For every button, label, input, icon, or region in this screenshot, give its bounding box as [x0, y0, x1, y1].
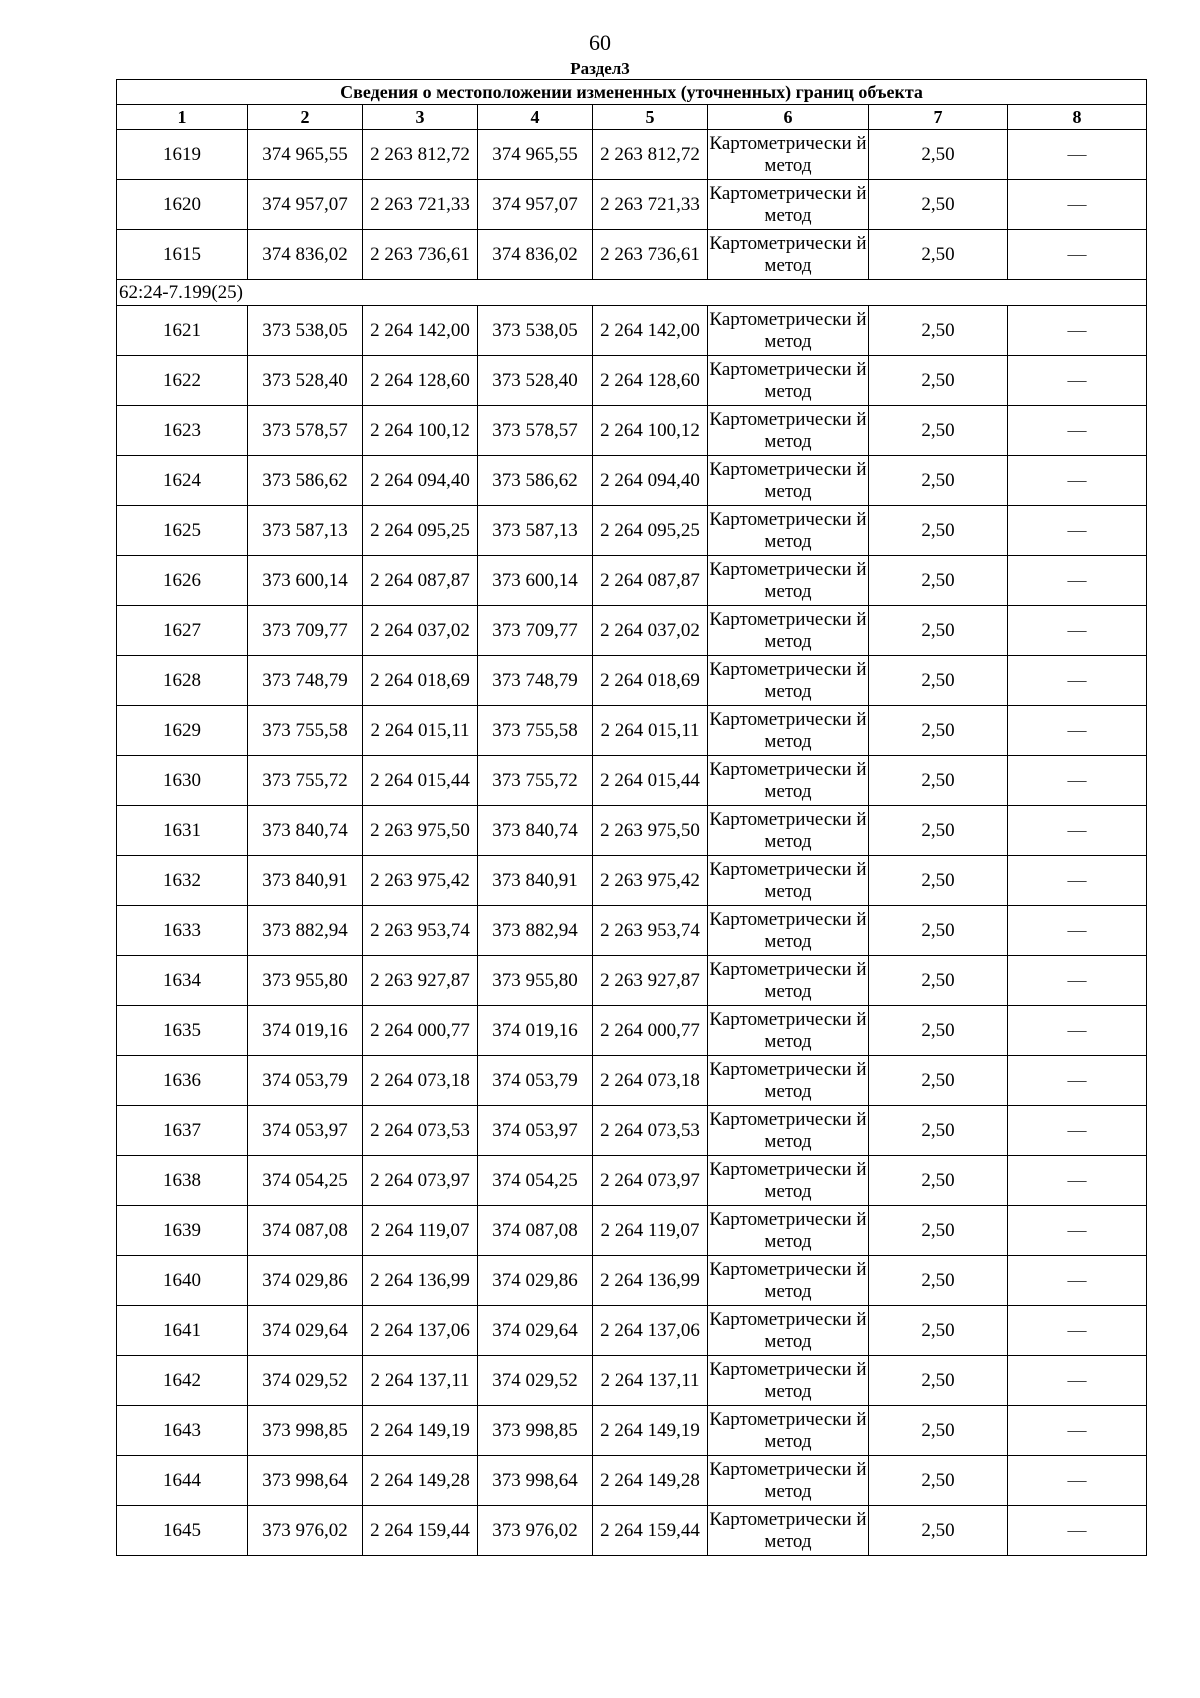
table-cell: — — [1008, 556, 1147, 606]
table-cell: 2 264 128,60 — [593, 356, 708, 406]
table-cell: Картометрически й метод — [708, 956, 869, 1006]
table-cell: 2 264 015,44 — [363, 756, 478, 806]
table-cell: 373 955,80 — [478, 956, 593, 1006]
table-cell: — — [1008, 1156, 1147, 1206]
boundary-table — [116, 79, 1147, 1556]
table-cell: 2 263 975,50 — [363, 806, 478, 856]
table-cell: 2 264 095,25 — [363, 506, 478, 556]
table-cell: Картометрически й метод — [708, 230, 869, 280]
table-cell: 373 586,62 — [478, 456, 593, 506]
table-cell: 2 264 094,40 — [363, 456, 478, 506]
table-row — [117, 1506, 1147, 1556]
table-cell: 373 998,64 — [248, 1456, 363, 1506]
table-cell: — — [1008, 806, 1147, 856]
table-row — [117, 1006, 1147, 1056]
table-cell: Картометрически й метод — [708, 1356, 869, 1406]
table-cell: 2 263 721,33 — [593, 180, 708, 230]
table-cell: — — [1008, 1006, 1147, 1056]
table-cell: Картометрически й метод — [708, 1406, 869, 1456]
table-cell: 373 840,74 — [478, 806, 593, 856]
table-cell: 1639 — [117, 1206, 248, 1256]
table-row — [117, 806, 1147, 856]
table-cell: — — [1008, 1306, 1147, 1356]
column-number-header: 7 — [869, 105, 1008, 130]
table-cell: 2 264 015,44 — [593, 756, 708, 806]
table-cell: 2,50 — [869, 906, 1008, 956]
table-cell: 2,50 — [869, 1406, 1008, 1456]
table-cell: 1645 — [117, 1506, 248, 1556]
table-cell: 374 054,25 — [248, 1156, 363, 1206]
table-cell: 2 264 015,11 — [363, 706, 478, 756]
page-number: 60 — [589, 30, 611, 55]
table-cell: — — [1008, 506, 1147, 556]
table-cell: 374 054,25 — [478, 1156, 593, 1206]
table-cell: 1625 — [117, 506, 248, 556]
table-cell: 374 965,55 — [248, 130, 363, 180]
table-cell: — — [1008, 856, 1147, 906]
table-cell: 373 748,79 — [478, 656, 593, 706]
table-row — [117, 180, 1147, 230]
table-cell: 1620 — [117, 180, 248, 230]
table-cell: 374 053,97 — [478, 1106, 593, 1156]
table-cell: 2,50 — [869, 956, 1008, 1006]
table-cell: 373 976,02 — [248, 1506, 363, 1556]
table-cell: 1638 — [117, 1156, 248, 1206]
table-cell: Картометрически й метод — [708, 906, 869, 956]
table-cell: 2,50 — [869, 130, 1008, 180]
table-cell: Картометрически й метод — [708, 606, 869, 656]
table-cell: 2 263 721,33 — [363, 180, 478, 230]
table-cell: 373 709,77 — [478, 606, 593, 656]
column-number-header: 6 — [708, 105, 869, 130]
table-cell: 2,50 — [869, 1306, 1008, 1356]
table-cell: Картометрически й метод — [708, 130, 869, 180]
table-cell: 373 587,13 — [478, 506, 593, 556]
table-cell: 2 264 018,69 — [363, 656, 478, 706]
table-cell: 374 029,86 — [478, 1256, 593, 1306]
table-row — [117, 130, 1147, 180]
table-cell: 2 264 094,40 — [593, 456, 708, 506]
table-cell: 374 087,08 — [248, 1206, 363, 1256]
table-cell: 1630 — [117, 756, 248, 806]
table-cell: — — [1008, 406, 1147, 456]
table-cell: — — [1008, 1256, 1147, 1306]
table-cell: — — [1008, 130, 1147, 180]
table-cell: 2 264 015,11 — [593, 706, 708, 756]
table-cell: — — [1008, 1506, 1147, 1556]
table-cell: 2,50 — [869, 556, 1008, 606]
table-cell: 2,50 — [869, 1356, 1008, 1406]
table-cell: 374 087,08 — [478, 1206, 593, 1256]
table-cell: 2,50 — [869, 230, 1008, 280]
table-cell: 374 957,07 — [248, 180, 363, 230]
table-cell: 373 998,85 — [248, 1406, 363, 1456]
table-cell: — — [1008, 1206, 1147, 1256]
table-cell: 374 029,64 — [248, 1306, 363, 1356]
table-cell: — — [1008, 756, 1147, 806]
table-cell: Картометрически й метод — [708, 1506, 869, 1556]
table-cell: — — [1008, 706, 1147, 756]
table-cell: 2 264 128,60 — [363, 356, 478, 406]
table-cell: 374 029,52 — [248, 1356, 363, 1406]
table-cell: 1624 — [117, 456, 248, 506]
table-cell: — — [1008, 456, 1147, 506]
table-cell: 373 840,91 — [248, 856, 363, 906]
table-cell: — — [1008, 1056, 1147, 1106]
table-cell: 2,50 — [869, 506, 1008, 556]
column-number-header: 2 — [248, 105, 363, 130]
table-row — [117, 406, 1147, 456]
table-cell: 2 263 975,42 — [363, 856, 478, 906]
table-cell: 1628 — [117, 656, 248, 706]
table-cell: 374 836,02 — [248, 230, 363, 280]
table-cell: 2,50 — [869, 1006, 1008, 1056]
column-number-header: 5 — [593, 105, 708, 130]
table-cell: — — [1008, 606, 1147, 656]
table-cell: 2 264 149,28 — [593, 1456, 708, 1506]
table-row — [117, 356, 1147, 406]
table-cell: 373 755,58 — [478, 706, 593, 756]
table-cell: 2 264 159,44 — [363, 1506, 478, 1556]
table-cell: 1642 — [117, 1356, 248, 1406]
table-cell: 2 263 927,87 — [363, 956, 478, 1006]
table-cell: 2,50 — [869, 1456, 1008, 1506]
table-cell: Картометрически й метод — [708, 1206, 869, 1256]
table-cell: — — [1008, 956, 1147, 1006]
table-cell: Картометрически й метод — [708, 1106, 869, 1156]
table-row — [117, 706, 1147, 756]
table-cell: 2 263 953,74 — [593, 906, 708, 956]
table-cell: 2 263 975,50 — [593, 806, 708, 856]
table-cell: Картометрически й метод — [708, 506, 869, 556]
table-cell: 374 053,97 — [248, 1106, 363, 1156]
table-cell: Картометрически й метод — [708, 856, 869, 906]
table-cell: 374 836,02 — [478, 230, 593, 280]
table-cell: 2 264 142,00 — [593, 306, 708, 356]
table-cell: 2 264 149,19 — [363, 1406, 478, 1456]
table-cell: 373 586,62 — [248, 456, 363, 506]
group-label: 62:24-7.199(25) — [117, 280, 1147, 306]
table-cell: 373 748,79 — [248, 656, 363, 706]
column-number-header: 4 — [478, 105, 593, 130]
table-row — [117, 1306, 1147, 1356]
table-cell: 1622 — [117, 356, 248, 406]
table-cell: 2,50 — [869, 456, 1008, 506]
table-cell: Картометрически й метод — [708, 1456, 869, 1506]
table-cell: 2 264 037,02 — [593, 606, 708, 656]
table-cell: 2,50 — [869, 1156, 1008, 1206]
table-row — [117, 306, 1147, 356]
table-cell: 374 019,16 — [478, 1006, 593, 1056]
table-cell: 2 264 095,25 — [593, 506, 708, 556]
column-number-header: 8 — [1008, 105, 1147, 130]
table-row — [117, 506, 1147, 556]
table-cell: 2,50 — [869, 656, 1008, 706]
table-cell: 2 264 073,18 — [593, 1056, 708, 1106]
table-row — [117, 1156, 1147, 1206]
table-row — [117, 1056, 1147, 1106]
table-cell: 2 264 087,87 — [593, 556, 708, 606]
table-cell: 2 264 100,12 — [363, 406, 478, 456]
table-cell: 2 264 137,06 — [593, 1306, 708, 1356]
table-cell: 2,50 — [869, 1056, 1008, 1106]
table-cell: 2 264 073,97 — [363, 1156, 478, 1206]
table-cell: 2 264 136,99 — [593, 1256, 708, 1306]
table-cell: 2 263 736,61 — [593, 230, 708, 280]
table-cell: 373 709,77 — [248, 606, 363, 656]
table-cell: 373 528,40 — [478, 356, 593, 406]
table-row — [117, 1106, 1147, 1156]
table-cell: 2,50 — [869, 1106, 1008, 1156]
table-cell: 373 578,57 — [478, 406, 593, 456]
table-cell: 373 882,94 — [248, 906, 363, 956]
table-cell: 373 538,05 — [478, 306, 593, 356]
table-cell: 373 955,80 — [248, 956, 363, 1006]
table-cell: — — [1008, 906, 1147, 956]
table-row — [117, 656, 1147, 706]
table-cell: 374 053,79 — [248, 1056, 363, 1106]
table-cell: 2 264 100,12 — [593, 406, 708, 456]
table-cell: Картометрически й метод — [708, 756, 869, 806]
table-cell: 2 263 812,72 — [363, 130, 478, 180]
table-cell: 1634 — [117, 956, 248, 1006]
table-cell: — — [1008, 230, 1147, 280]
table-cell: 373 998,64 — [478, 1456, 593, 1506]
table-cell: 1633 — [117, 906, 248, 956]
table-row — [117, 906, 1147, 956]
table-cell: 1615 — [117, 230, 248, 280]
table-cell: 373 578,57 — [248, 406, 363, 456]
table-cell: 1637 — [117, 1106, 248, 1156]
table-cell: Картометрически й метод — [708, 456, 869, 506]
table-cell: 2 264 136,99 — [363, 1256, 478, 1306]
table-cell: Картометрически й метод — [708, 180, 869, 230]
table-cell: 374 965,55 — [478, 130, 593, 180]
table-cell: 2 264 149,28 — [363, 1456, 478, 1506]
table-cell: 2,50 — [869, 406, 1008, 456]
table-cell: 374 029,64 — [478, 1306, 593, 1356]
table-cell: 2 264 149,19 — [593, 1406, 708, 1456]
table-cell: 1629 — [117, 706, 248, 756]
table-cell: 2,50 — [869, 356, 1008, 406]
table-cell: 2,50 — [869, 1256, 1008, 1306]
table-cell: 2 263 927,87 — [593, 956, 708, 1006]
table-cell: 374 053,79 — [478, 1056, 593, 1106]
table-cell: — — [1008, 1406, 1147, 1456]
table-cell: 373 840,74 — [248, 806, 363, 856]
table-cell: — — [1008, 1456, 1147, 1506]
table-cell: 2 264 137,11 — [593, 1356, 708, 1406]
table-cell: 1632 — [117, 856, 248, 906]
table-cell: Картометрически й метод — [708, 706, 869, 756]
table-cell: Картометрически й метод — [708, 406, 869, 456]
table-cell: 373 882,94 — [478, 906, 593, 956]
table-title: Сведения о местоположении измененных (уточненных) границ объекта — [117, 80, 1147, 105]
table-cell: 1627 — [117, 606, 248, 656]
table-cell: 1636 — [117, 1056, 248, 1106]
table-cell: Картометрически й метод — [708, 1156, 869, 1206]
table-cell: 2,50 — [869, 706, 1008, 756]
table-cell: 374 029,52 — [478, 1356, 593, 1406]
table-cell: 1626 — [117, 556, 248, 606]
table-cell: 2,50 — [869, 180, 1008, 230]
table-cell: Картометрически й метод — [708, 306, 869, 356]
column-number-header: 3 — [363, 105, 478, 130]
table-cell: 2 264 073,53 — [363, 1106, 478, 1156]
table-cell: 2,50 — [869, 756, 1008, 806]
section-title: Раздел3 — [570, 59, 630, 78]
table-cell: 373 755,72 — [478, 756, 593, 806]
table-cell: 373 600,14 — [478, 556, 593, 606]
table-row — [117, 1356, 1147, 1406]
table-cell: 2 264 137,11 — [363, 1356, 478, 1406]
table-cell: 373 538,05 — [248, 306, 363, 356]
table-cell: 2 264 119,07 — [593, 1206, 708, 1256]
table-cell: 2,50 — [869, 1206, 1008, 1256]
table-cell: 2,50 — [869, 1506, 1008, 1556]
table-cell: 373 528,40 — [248, 356, 363, 406]
table-row — [117, 1456, 1147, 1506]
table-cell: 2 264 159,44 — [593, 1506, 708, 1556]
table-cell: 373 755,58 — [248, 706, 363, 756]
table-cell: — — [1008, 1106, 1147, 1156]
table-row — [117, 606, 1147, 656]
table-cell: 373 600,14 — [248, 556, 363, 606]
table-cell: 373 976,02 — [478, 1506, 593, 1556]
table-row — [117, 1406, 1147, 1456]
table-cell: 373 755,72 — [248, 756, 363, 806]
table-row — [117, 1206, 1147, 1256]
table-cell: 2 264 073,53 — [593, 1106, 708, 1156]
table-cell: 1631 — [117, 806, 248, 856]
table-cell: 373 998,85 — [478, 1406, 593, 1456]
table-cell: 1623 — [117, 406, 248, 456]
table-row — [117, 856, 1147, 906]
table-cell: 2 264 037,02 — [363, 606, 478, 656]
table-cell: 1619 — [117, 130, 248, 180]
table-row — [117, 456, 1147, 506]
table-cell: 1640 — [117, 1256, 248, 1306]
table-cell: 2 264 073,97 — [593, 1156, 708, 1206]
table-cell: 2 264 018,69 — [593, 656, 708, 706]
table-cell: 2 264 142,00 — [363, 306, 478, 356]
table-cell: — — [1008, 180, 1147, 230]
table-cell: Картометрически й метод — [708, 556, 869, 606]
table-cell: 2 264 119,07 — [363, 1206, 478, 1256]
table-row — [117, 1256, 1147, 1306]
column-number-header: 1 — [117, 105, 248, 130]
table-cell: 2 264 073,18 — [363, 1056, 478, 1106]
table-row — [117, 956, 1147, 1006]
table-cell: 373 840,91 — [478, 856, 593, 906]
table-cell: — — [1008, 656, 1147, 706]
table-cell: 2,50 — [869, 856, 1008, 906]
table-cell: 2 264 087,87 — [363, 556, 478, 606]
table-cell: Картометрически й метод — [708, 656, 869, 706]
table-cell: 2 263 953,74 — [363, 906, 478, 956]
table-cell: 1644 — [117, 1456, 248, 1506]
table-cell: 374 957,07 — [478, 180, 593, 230]
table-cell: 2 263 736,61 — [363, 230, 478, 280]
table-cell: 2 264 137,06 — [363, 1306, 478, 1356]
table-cell: 2 263 812,72 — [593, 130, 708, 180]
table-cell: 2 264 000,77 — [363, 1006, 478, 1056]
table-cell: 374 019,16 — [248, 1006, 363, 1056]
table-row — [117, 230, 1147, 280]
table-cell: 2,50 — [869, 606, 1008, 656]
table-row — [117, 756, 1147, 806]
table-cell: 1641 — [117, 1306, 248, 1356]
table-cell: 2,50 — [869, 306, 1008, 356]
table-cell: 374 029,86 — [248, 1256, 363, 1306]
table-row — [117, 556, 1147, 606]
table-cell: Картометрически й метод — [708, 356, 869, 406]
table-cell: Картометрически й метод — [708, 1256, 869, 1306]
table-cell: Картометрически й метод — [708, 1306, 869, 1356]
table-cell: — — [1008, 356, 1147, 406]
table-cell: Картометрически й метод — [708, 1006, 869, 1056]
table-cell: — — [1008, 306, 1147, 356]
table-cell: 2,50 — [869, 806, 1008, 856]
table-cell: 1643 — [117, 1406, 248, 1456]
table-cell: — — [1008, 1356, 1147, 1406]
table-cell: 1621 — [117, 306, 248, 356]
table-cell: 1635 — [117, 1006, 248, 1056]
table-cell: 2 263 975,42 — [593, 856, 708, 906]
table-cell: 2 264 000,77 — [593, 1006, 708, 1056]
table-cell: Картометрически й метод — [708, 1056, 869, 1106]
table-cell: Картометрически й метод — [708, 806, 869, 856]
table-cell: 373 587,13 — [248, 506, 363, 556]
